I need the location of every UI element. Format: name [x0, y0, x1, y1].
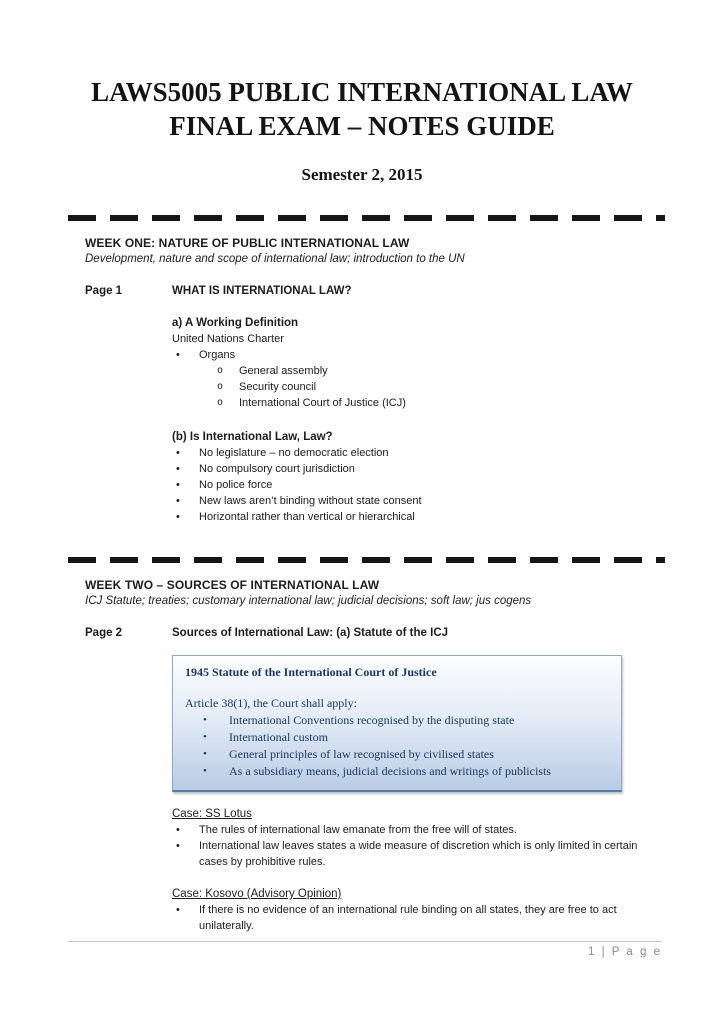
page-ref: Page 1: [85, 285, 123, 297]
bullet-text: • General principles of law recognised by civilised states: [229, 747, 494, 761]
bullet-text: • International Conventions recognised by the disputing state: [229, 713, 515, 727]
bullet-text: • If there is no evidence of an international rule binding on all states, they are free to act unilaterally.: [199, 904, 617, 932]
bullet-text: • No legislature – no democratic election: [199, 447, 389, 459]
week-one-topic-row: [85, 283, 680, 299]
section-divider: [68, 215, 665, 221]
bullet-item: [185, 712, 609, 729]
body-text: United Nations Charter: [172, 333, 284, 345]
subsection-heading: a) A Working Definition: [172, 317, 299, 329]
sub-bullet-text: o International Court of Justice (ICJ): [239, 397, 406, 409]
bullet-text: • No compulsory court jurisdiction: [199, 463, 355, 475]
case-ss-lotus: [172, 806, 640, 870]
bullet-item: [172, 822, 640, 838]
page-footer: [68, 941, 662, 958]
page-number-footer: 1 | P a g e: [587, 946, 662, 958]
statute-box-title: 1945 Statute of the International Court of Justice: [185, 665, 437, 679]
bullet-text: • New laws aren’t binding without state consent: [199, 495, 422, 507]
week-two-heading: WEEK TWO – SOURCES OF INTERNATIONAL LAW: [85, 578, 380, 592]
topic-heading: WHAT IS INTERNATIONAL LAW?: [172, 285, 352, 297]
sub-bullet-item: [217, 379, 640, 395]
case-heading: Case: SS Lotus: [172, 808, 252, 820]
section-a: [172, 315, 640, 411]
bullet-item: [172, 461, 640, 477]
statute-box-intro: Article 38(1), the Court shall apply:: [185, 696, 357, 710]
sub-bullet-text: o Security council: [239, 381, 317, 393]
bullet-text: • Horizontal rather than vertical or hierarchical: [199, 511, 415, 523]
page-ref: Page 2: [85, 627, 123, 639]
bullet-text: • No police force: [199, 479, 273, 491]
bullet-text: • International law leaves states a wide measure of discretion which is only limited in certain cases by prohibitive rules.: [199, 840, 638, 868]
week-one-section: [85, 236, 680, 525]
bullet-item: [172, 493, 640, 509]
week-one-subheading: Development, nature and scope of international law; introduction to the UN: [85, 253, 465, 265]
bullet-item: [172, 902, 640, 934]
bullet-text: • Organs: [199, 349, 236, 361]
bullet-item: [185, 729, 609, 746]
sub-bullet-item: [217, 363, 640, 379]
section-b: [172, 429, 640, 525]
page-title: [40, 75, 684, 143]
bullet-item: [185, 763, 609, 780]
sub-bullet-item: [217, 395, 640, 411]
week-two-section: [85, 578, 680, 934]
page-subtitle: Semester 2, 2015: [301, 165, 423, 184]
bullet-item: [185, 746, 609, 763]
bullet-text: • As a subsidiary means, judicial decisions and writings of publicists: [229, 764, 551, 778]
section-divider: [68, 557, 665, 563]
bullet-text: • The rules of international law emanate from the free will of states.: [199, 824, 517, 836]
bullet-item: [172, 347, 640, 363]
sub-bullet-text: o General assembly: [239, 365, 328, 377]
case-heading: Case: Kosovo (Advisory Opinion): [172, 888, 342, 900]
week-one-heading: WEEK ONE: NATURE OF PUBLIC INTERNATIONAL LAW: [85, 236, 410, 250]
page-title-line2: FINAL EXAM – NOTES GUIDE: [169, 111, 555, 141]
week-two-subheading: ICJ Statute; treaties; customary international law; judicial decisions; soft law; jus cogens: [85, 595, 532, 607]
bullet-item: [172, 838, 640, 870]
bullet-item: [172, 445, 640, 461]
bullet-text: • International custom: [229, 730, 328, 744]
footer-rule: [68, 941, 662, 942]
topic-heading: Sources of International Law: (a) Statute of the ICJ: [172, 627, 449, 639]
page-title-line1: LAWS5005 PUBLIC INTERNATIONAL LAW: [91, 77, 633, 107]
bullet-item: [172, 477, 640, 493]
bullet-item: [172, 509, 640, 525]
subsection-heading: (b) Is International Law, Law?: [172, 431, 333, 443]
case-kosovo: [172, 886, 640, 934]
statute-box: [172, 655, 622, 792]
week-two-topic-row: [85, 625, 680, 641]
